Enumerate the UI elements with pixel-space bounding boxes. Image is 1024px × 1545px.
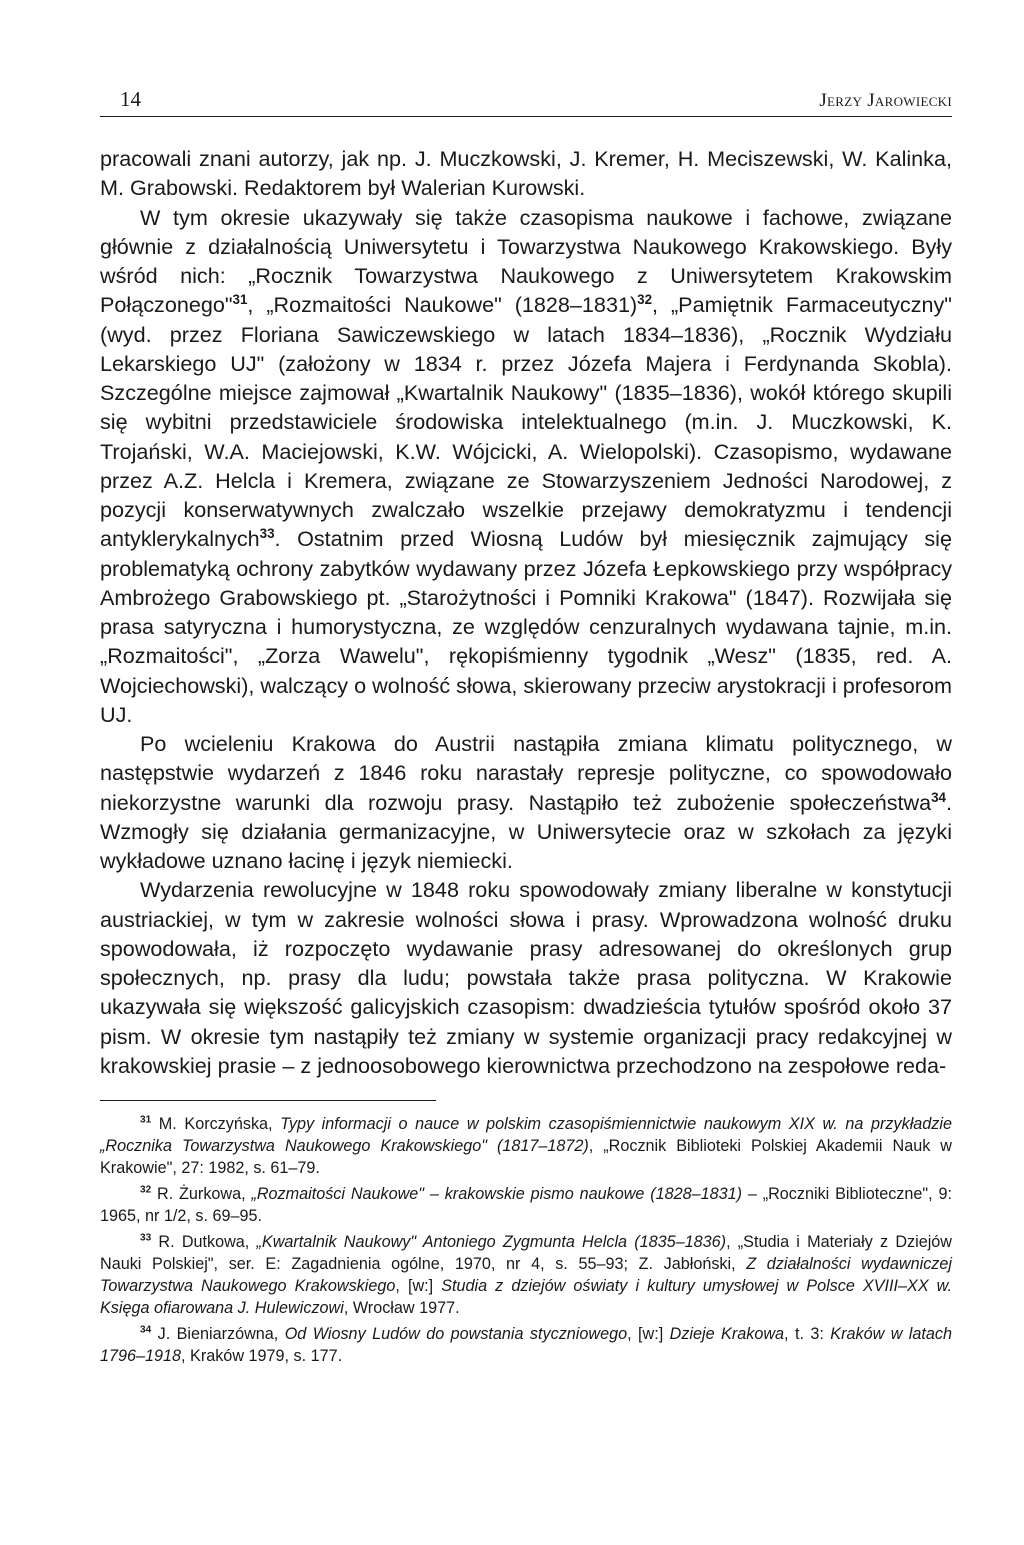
paragraph-2: W tym okresie ukazywały się także czasopisma naukowe i fachowe, związane głównie z działalnością Uniwersytetu i Towarzystwa Naukowego Krakowskiego. Były wśród nich: „Rocznik Towarzystwa Naukowego z Uniwersytetem Krakowskim Połączonego"$^{31}$, „Rozmaitości Naukowe" (1828–1831)$^{32}$, „Pamiętnik Farmaceutyczny" (wyd. przez Floriana Sawiczewskiego w latach 1834–1836), „Rocznik Wydziału Lekarskiego UJ" (założony w 1834 r. przez Józefa Majera i Ferdynanda Skobla). Szczególne miejsce zajmował „Kwartalnik Naukowy" (1835–1836), wokół którego skupili się wybitni przedstawiciele środowiska intelektualnego (m.in. J. Muczkowski, K. Trojański, W.A. Maciejowski, K.W. Wójcicki, A. Wielopolski). Czasopismo, wydawane przez A.Z. Helcla i Kremera, związane ze Stowarzyszeniem Jedności Narodowej, z pozycji konserwatywnych zwalczało wszelkie przejawy demokratyzmu i tendencji antyklerykalnych$^{33}$. Ostatnim przed Wiosną Ludów był miesięcznik zajmujący się problematyką ochrony zabytków wydawany przez Józefa Łepkowskiego przy współpracy Ambrożego Grabowskiego pt. „Starożytności i Pomniki Krakowa" (1847). Rozwijała się prasa satyryczna i humorystyczna, ze względów cenzuralnych wydawana tajnie, m.in. „Rozmaitości", „Zorza Wawelu", rękopiśmienny tygodnik „Wesz" (1835, red. A. Wojciechowski), walczący o wolność słowa, skierowany przeciw arystokracji i profesorom UJ. (100, 204, 952, 727)
footnotes (100, 1113, 952, 1367)
paragraph-1: pracowali znani autorzy, jak np. J. Muczkowski, J. Kremer, H. Meciszewski, W. Kalinka, M. Grabowski. Redaktorem był Walerian Kurowski. (100, 146, 952, 201)
footnote-34: $^{34}$ J. Bieniarzówna, Od Wiosny Ludów do powstania styczniowego, [w:] Dzieje Krakowa, t. 3: Kraków w latach 1796–1918, Kraków 1979, s. 177. (100, 1324, 952, 1365)
footnote-ref-32[interactable]: 32 (637, 292, 653, 308)
footnote-ref-31[interactable]: 31 (232, 292, 248, 308)
paragraph-3: Po wcieleniu Krakowa do Austrii nastąpiła zmiana klimatu politycznego, w następstwie wydarzeń z 1846 roku narastały represje polityczne, co spowodowało niekorzystne warunki dla rozwoju prasy. Nastąpiło też zubożenie społeczeństwa$^{34}$. Wzmogły się działania germanizacyjne, w Uniwersytecie oraz w szkołach za języki wykładowe uznano łacinę i język niemiecki. (100, 731, 952, 873)
page-number: 14 (120, 87, 141, 111)
main-text (100, 144, 952, 1080)
running-head (100, 80, 952, 117)
footnote-31: $^{31}$ M. Korczyńska, Typy informacji o nauce w polskim czasopiśmiennictwie naukowym XIX w. na przykładzie „Rocznika Towarzystwa Naukowego Krakowskiego" (1817–1872), „Rocznik Biblioteki Polskiej Akademii Nauk w Krakowie", 27: 1982, s. 61–79. (100, 1114, 953, 1177)
footnote-separator (100, 1100, 436, 1101)
footnote-number: 31 (140, 1114, 152, 1126)
footnote-ref-33[interactable]: 33 (259, 526, 275, 542)
paragraph-4: Wydarzenia rewolucyjne w 1848 roku spowodowały zmiany liberalne w konstytucji austriackiej, w tym w zakresie wolności słowa i prasy. Wprowadzona wolność druku spowodowała, iż rozpoczęto wydawanie prasy adresowanej do określonych grup społecznych, np. prasy dla ludu; powstała także prasa polityczna. W Krakowie ukazywała się większość galicyjskich czasopism: dwadzieścia tytułów spośród około 37 pism. W okresie tym nastąpiły też zmiany w systemie organizacji pracy redakcyjnej w krakowskiej prasie – z jednoosobowego kierownictwa przechodzono na zespołowe reda- (100, 877, 952, 1078)
footnote-33: $^{33}$ R. Dutkowa, „Kwartalnik Naukowy" Antoniego Zygmunta Helcla (1835–1836), „Studia i Materiały z Dziejów Nauki Polskiej", ser. E: Zagadnienia ogólne, 1970, nr 4, s. 55–93; Z. Jabłoński, Z działalności wydawniczej Towarzystwa Naukowego Krakowskiego, [w:] Studia z dziejów oświaty i kultury umysłowej w Polsce XVIII–XX w. Księga ofiarowana J. Hulewiczowi, Wrocław 1977. (100, 1232, 952, 1317)
footnote-number: 32 (140, 1184, 152, 1196)
footnote-number: 34 (140, 1324, 152, 1336)
footnote-ref-34[interactable]: 34 (931, 789, 946, 805)
running-head-author: Jerzy Jarowiecki (819, 90, 952, 111)
footnote-32: $^{32}$ R. Żurkowa, „Rozmaitości Naukowe" – krakowskie pismo naukowe (1828–1831) – „Roczniki Biblioteczne", 9: 1965, nr 1/2, s. 69–95. (100, 1184, 952, 1225)
book-page (100, 80, 952, 1371)
footnote-number: 33 (140, 1232, 152, 1244)
